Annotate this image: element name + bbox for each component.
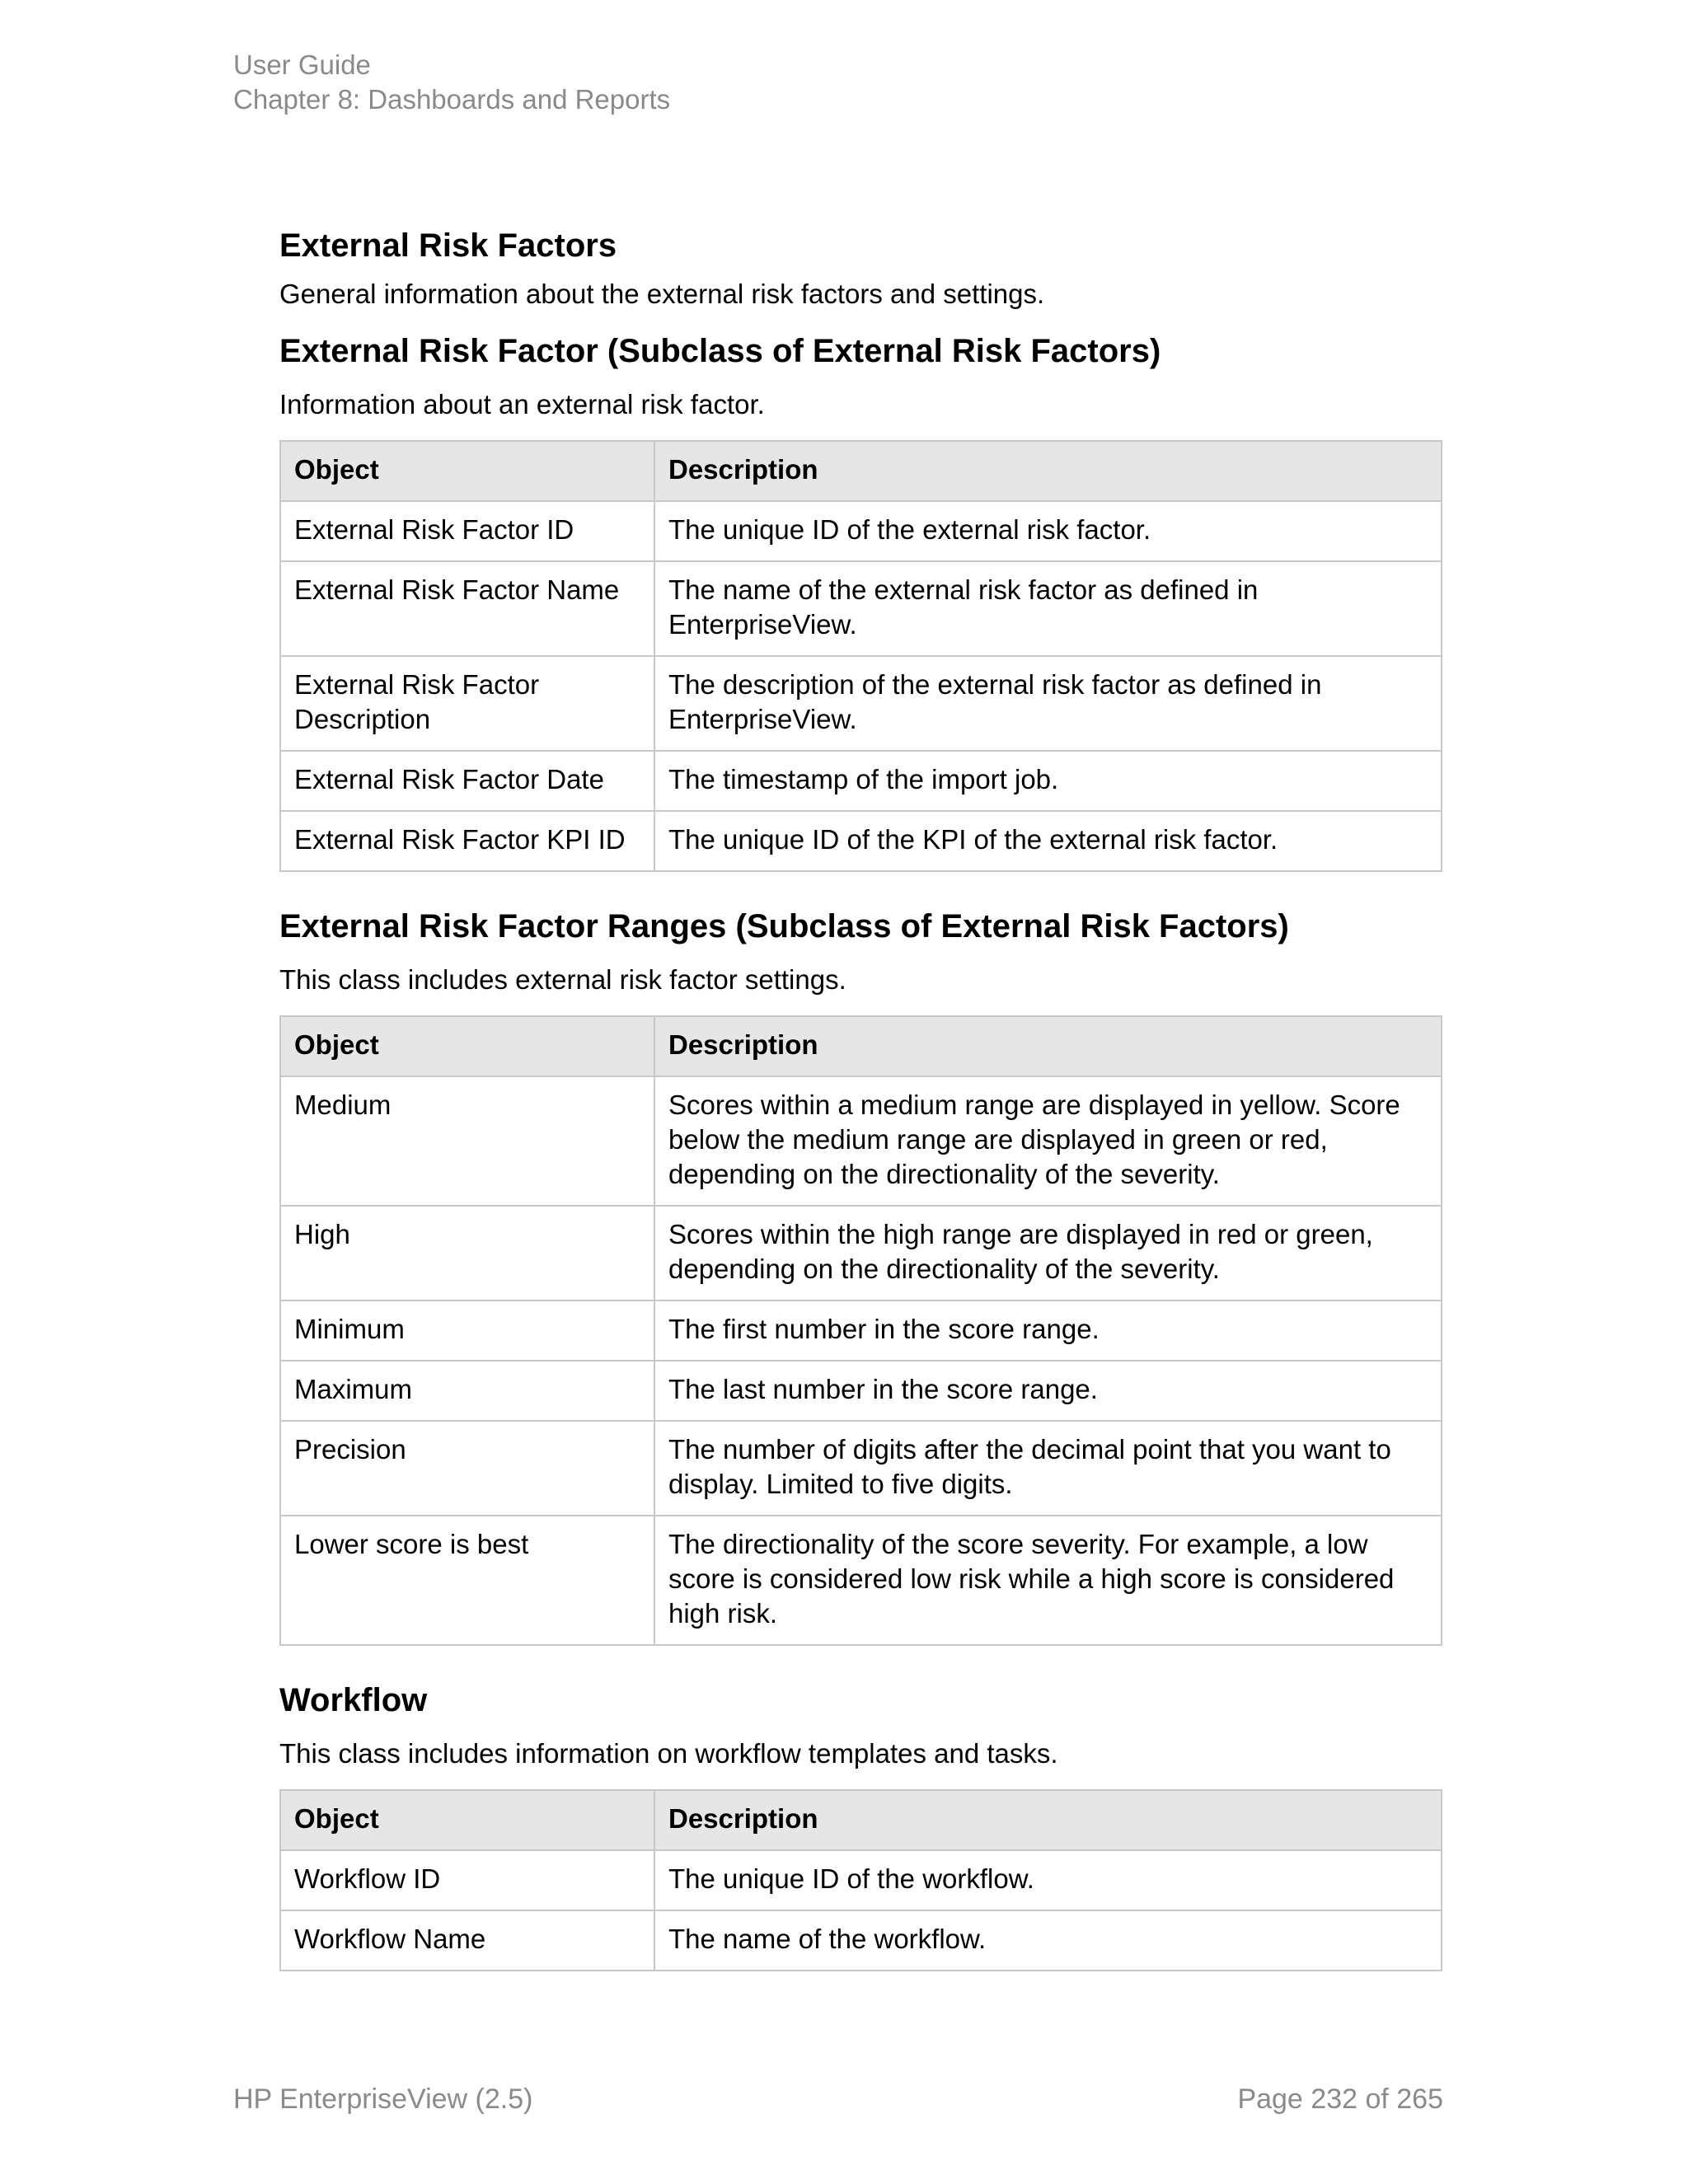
cell-description: The name of the workflow. [654, 1910, 1442, 1971]
table-row [280, 656, 1442, 751]
external-risk-factor-table [279, 440, 1442, 872]
table-header-row [280, 441, 1442, 501]
cell-description: The first number in the score range. [654, 1301, 1442, 1361]
table-row [280, 1301, 1442, 1361]
cell-description: The timestamp of the import job. [654, 751, 1442, 811]
cell-description: The unique ID of the KPI of the external risk factor. [654, 811, 1442, 871]
cell-object: External Risk Factor Name [280, 561, 654, 656]
section-title-external-risk-factors: External Risk Factors [279, 227, 617, 264]
cell-object: External Risk Factor Description [280, 656, 654, 751]
table-row [280, 811, 1442, 871]
table-row [280, 1206, 1442, 1301]
cell-object: External Risk Factor Date [280, 751, 654, 811]
table-row [280, 561, 1442, 656]
section-title-workflow: Workflow [279, 1682, 428, 1718]
table-row [280, 1516, 1442, 1645]
table-row [280, 1421, 1442, 1516]
section-title-external-risk-factor-ranges: External Risk Factor Ranges (Subclass of External Risk Factors) [279, 908, 1289, 944]
cell-object: High [280, 1206, 654, 1301]
external-risk-factor-ranges-table [279, 1015, 1442, 1646]
cell-object: External Risk Factor KPI ID [280, 811, 654, 871]
table-row [280, 1850, 1442, 1910]
section-intro: General information about the external risk factors and settings. [279, 279, 1045, 309]
column-header-description: Description [654, 441, 1442, 501]
section-title-external-risk-factor: External Risk Factor (Subclass of External Risk Factors) [279, 333, 1161, 369]
cell-description: Scores within the high range are displayed in red or green, depending on the directionality of the severity. [654, 1206, 1442, 1301]
column-header-description: Description [654, 1016, 1442, 1076]
cell-description: The unique ID of the external risk factor. [654, 501, 1442, 561]
table-row [280, 751, 1442, 811]
table-header-row [280, 1790, 1442, 1850]
cell-description: Scores within a medium range are displayed in yellow. Score below the medium range are displayed in green or red, depending on the directionality of the severity. [654, 1076, 1442, 1206]
cell-object: Medium [280, 1076, 654, 1206]
table-header-row [280, 1016, 1442, 1076]
cell-description: The number of digits after the decimal point that you want to display. Limited to five digits. [654, 1421, 1442, 1516]
header-chapter-title: Chapter 8: Dashboards and Reports [233, 84, 671, 115]
workflow-table [279, 1789, 1442, 1971]
cell-object: Workflow Name [280, 1910, 654, 1971]
cell-object: External Risk Factor ID [280, 501, 654, 561]
cell-description: The name of the external risk factor as defined in EnterpriseView. [654, 561, 1442, 656]
table-row [280, 1361, 1442, 1421]
cell-object: Maximum [280, 1361, 654, 1421]
table-row [280, 501, 1442, 561]
footer-product: HP EnterpriseView (2.5) [233, 2083, 533, 2115]
table-row [280, 1076, 1442, 1206]
cell-description: The last number in the score range. [654, 1361, 1442, 1421]
cell-description: The directionality of the score severity. For example, a low score is considered low risk while a high score is considered high risk. [654, 1516, 1442, 1645]
cell-object: Minimum [280, 1301, 654, 1361]
section-intro: This class includes information on workflow templates and tasks. [279, 1738, 1058, 1769]
cell-object: Workflow ID [280, 1850, 654, 1910]
cell-description: The unique ID of the workflow. [654, 1850, 1442, 1910]
page-content [279, 221, 1441, 2001]
section-intro: Information about an external risk factor. [279, 389, 765, 419]
section-intro: This class includes external risk factor settings. [279, 964, 846, 995]
cell-object: Precision [280, 1421, 654, 1516]
column-header-object: Object [280, 441, 654, 501]
cell-description: The description of the external risk factor as defined in EnterpriseView. [654, 656, 1442, 751]
header-guide-title: User Guide [233, 49, 371, 80]
footer-page-number: Page 232 of 265 [1237, 2083, 1443, 2115]
column-header-description: Description [654, 1790, 1442, 1850]
cell-object: Lower score is best [280, 1516, 654, 1645]
running-header [233, 48, 670, 117]
column-header-object: Object [280, 1016, 654, 1076]
table-row [280, 1910, 1442, 1971]
column-header-object: Object [280, 1790, 654, 1850]
